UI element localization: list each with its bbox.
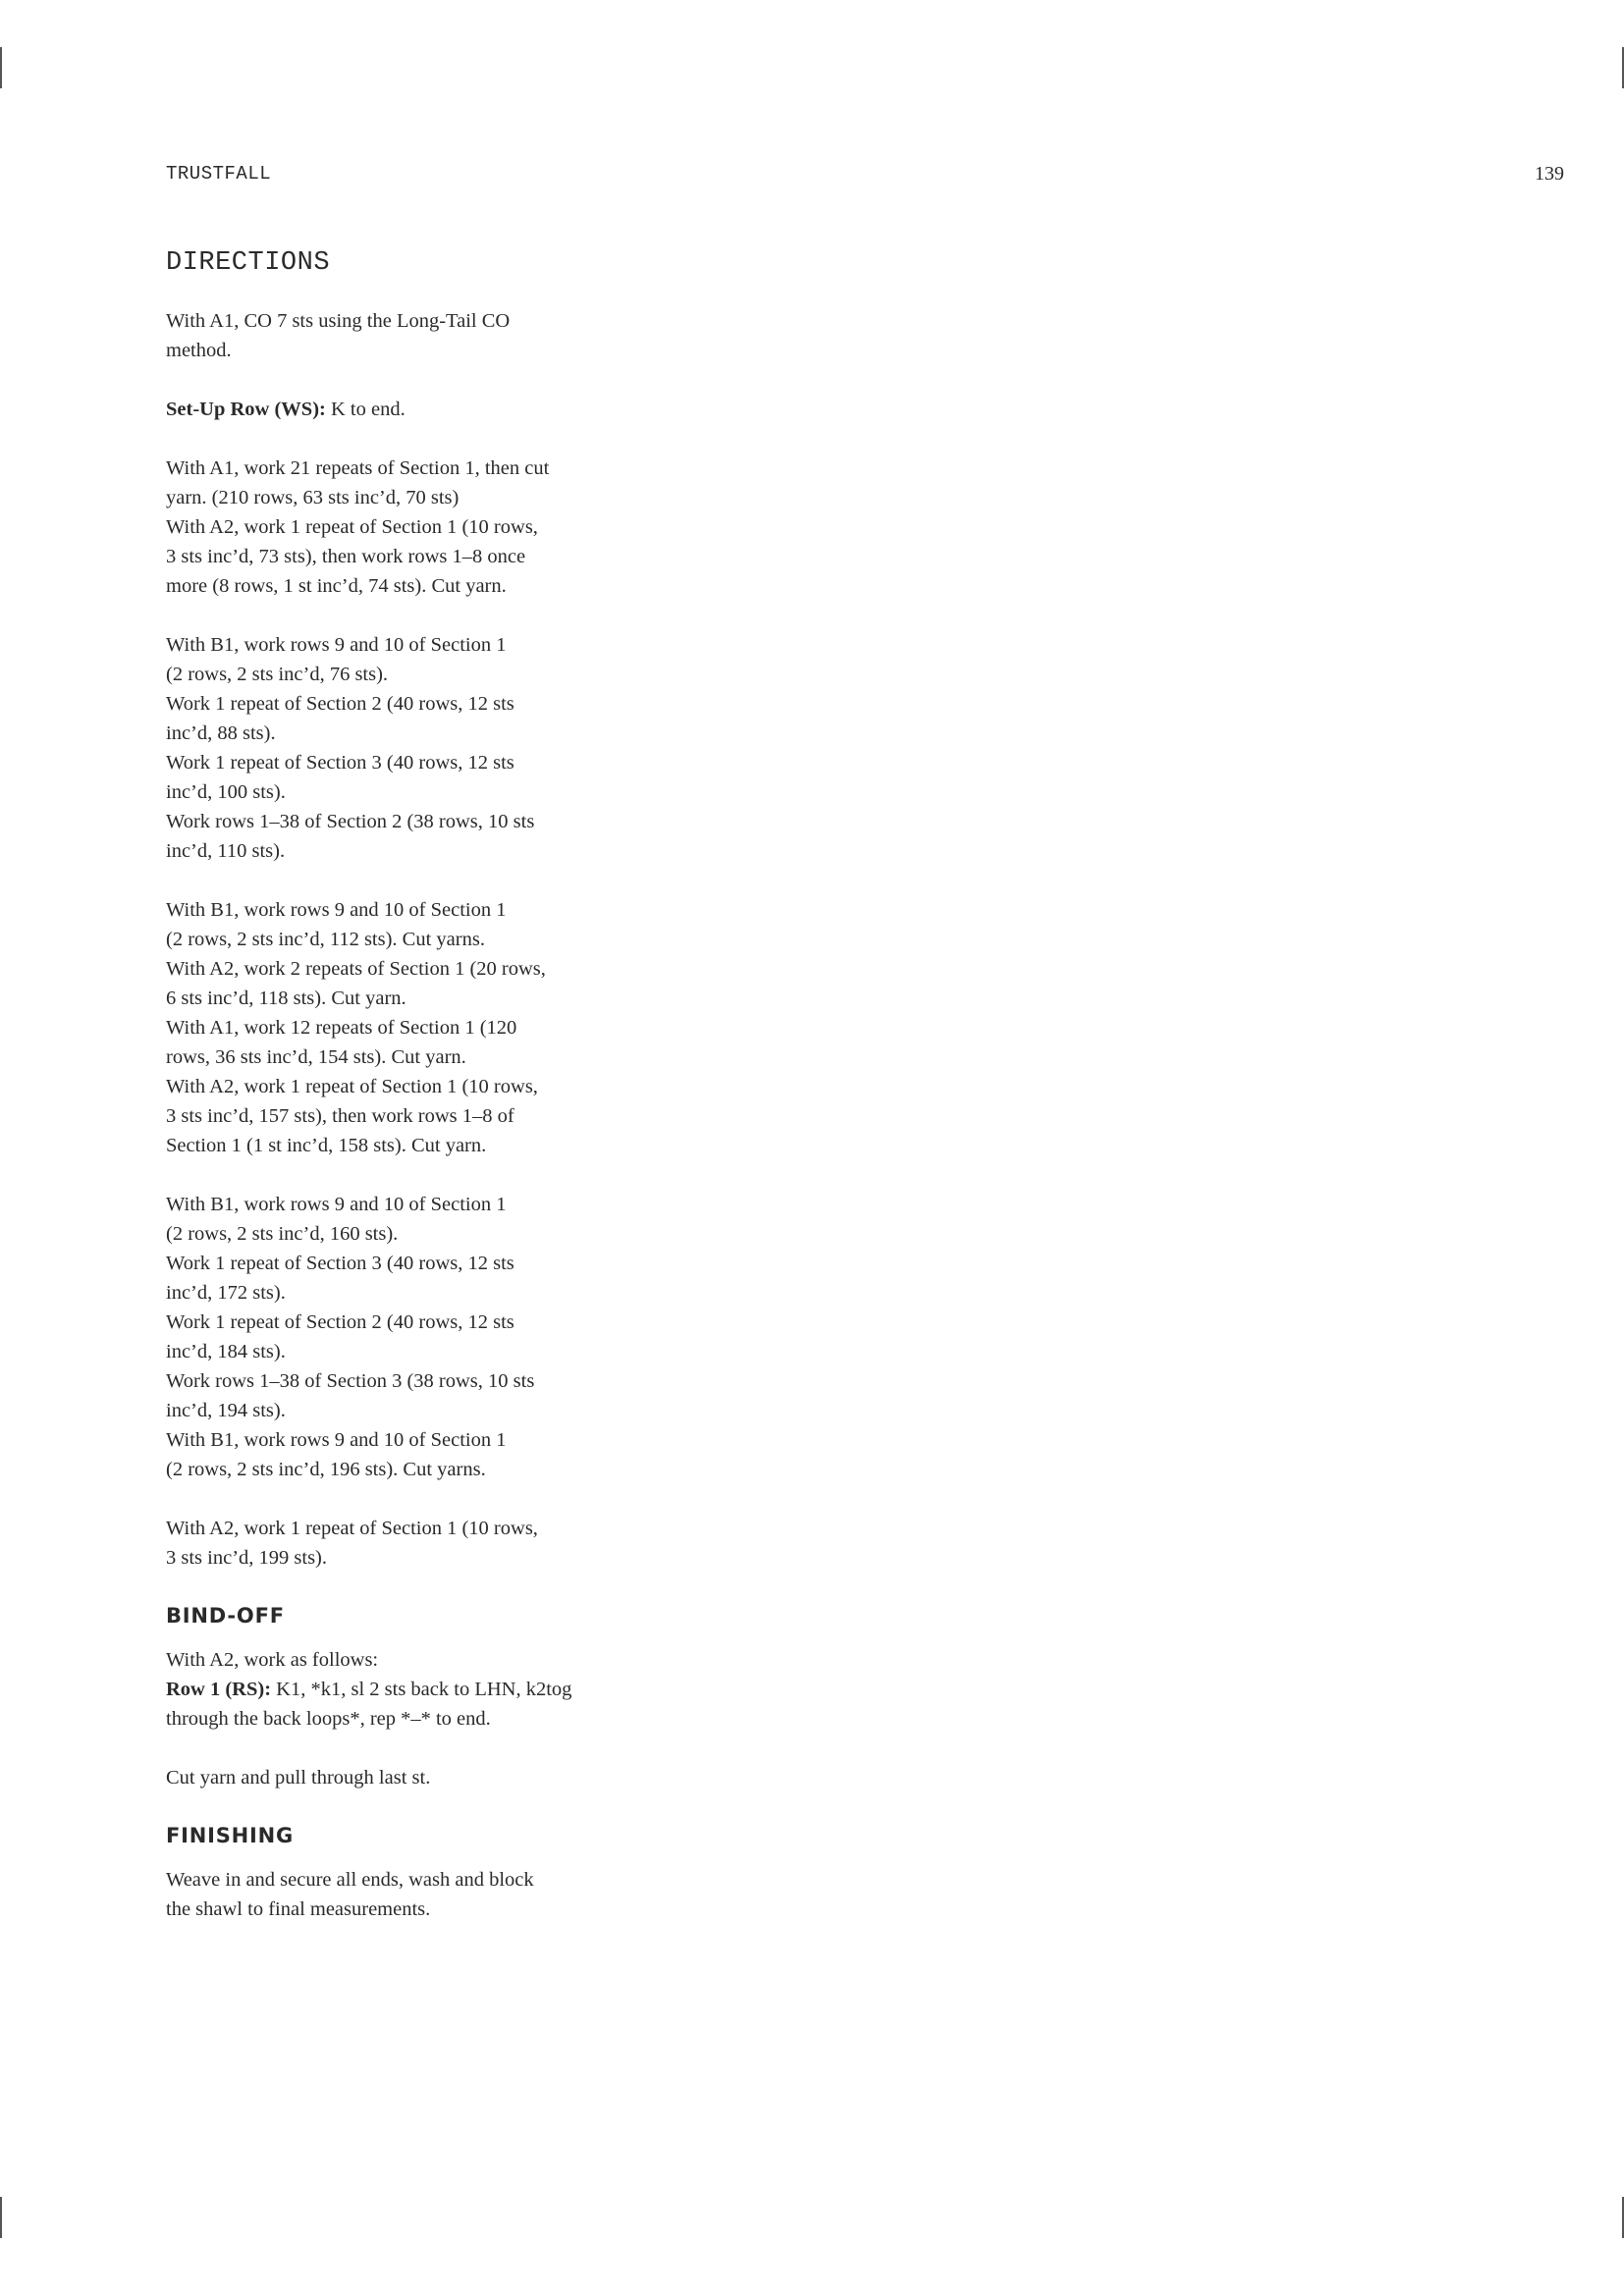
text-line: through the back loops*, rep *–* to end. (166, 1708, 491, 1730)
text-line: inc’d, 88 sts). (166, 722, 276, 744)
text-line: With B1, work rows 9 and 10 of Section 1 (166, 1194, 507, 1215)
text-line: (2 rows, 2 sts inc’d, 160 sts). (166, 1223, 399, 1245)
text-column (166, 245, 637, 1953)
text-line: Section 1 (1 st inc’d, 158 sts). Cut yarn. (166, 1135, 487, 1156)
text-line: Work 1 repeat of Section 2 (40 rows, 12 sts (166, 1311, 514, 1333)
bind-off-row-label: Row 1 (RS): (166, 1679, 272, 1700)
text-line: inc’d, 100 sts). (166, 781, 286, 803)
bind-off-row-text: K1, *k1, sl 2 sts back to LHN, k2tog (271, 1679, 572, 1700)
text-line: inc’d, 194 sts). (166, 1400, 286, 1421)
text-line: With A1, work 12 repeats of Section 1 (120 (166, 1017, 517, 1039)
instructions-paragraph-4 (166, 1190, 637, 1484)
text-line: With A2, work 2 repeats of Section 1 (20 rows, (166, 958, 546, 980)
bind-off-closing: Cut yarn and pull through last st. (166, 1767, 431, 1789)
text-line: 3 sts inc’d, 157 sts), then work rows 1–8 of (166, 1105, 514, 1127)
text-line: 6 sts inc’d, 118 sts). Cut yarn. (166, 988, 406, 1009)
text-line: With A1, CO 7 sts using the Long-Tail CO (166, 310, 511, 332)
text-line: With B1, work rows 9 and 10 of Section 1 (166, 899, 507, 921)
page-number: 139 (1535, 163, 1564, 185)
text-line: With A2, work 1 repeat of Section 1 (10 rows, (166, 516, 538, 538)
crop-mark-top-left (0, 47, 2, 88)
text-line: inc’d, 172 sts). (166, 1282, 286, 1304)
text-line: inc’d, 110 sts). (166, 840, 286, 862)
bind-off-paragraph (166, 1645, 637, 1734)
text-line: With B1, work rows 9 and 10 of Section 1 (166, 1429, 507, 1451)
bind-off-title: BIND-OFF (166, 1604, 285, 1628)
text-line: (2 rows, 2 sts inc’d, 76 sts). (166, 664, 389, 685)
directions-title: DIRECTIONS (166, 248, 331, 278)
setup-row-text: K to end. (325, 399, 406, 420)
instructions-paragraph-5 (166, 1514, 637, 1573)
text-line: With B1, work rows 9 and 10 of Section 1 (166, 634, 507, 656)
bind-off-row-line (166, 1675, 637, 1704)
text-line: Work rows 1–38 of Section 3 (38 rows, 10 sts (166, 1370, 535, 1392)
text-line: (2 rows, 2 sts inc’d, 112 sts). Cut yarns. (166, 929, 485, 950)
instructions-paragraph-2 (166, 630, 637, 866)
instructions-paragraph-1 (166, 454, 637, 601)
text-line: Work rows 1–38 of Section 2 (38 rows, 10 sts (166, 811, 535, 832)
setup-row-label: Set-Up Row (WS): (166, 399, 326, 420)
text-line: (2 rows, 2 sts inc’d, 196 sts). Cut yarns. (166, 1459, 486, 1480)
text-line: With A2, work 1 repeat of Section 1 (10 rows, (166, 1518, 538, 1539)
crop-mark-bottom-left (0, 2197, 2, 2238)
setup-row-paragraph (166, 395, 637, 424)
cast-on-paragraph (166, 306, 637, 365)
finishing-paragraph (166, 1865, 637, 1924)
text-line: With A1, work 21 repeats of Section 1, then cut (166, 457, 550, 479)
text-line: the shawl to final measurements. (166, 1898, 431, 1920)
text-line: With A2, work 1 repeat of Section 1 (10 rows, (166, 1076, 538, 1097)
text-line: 3 sts inc’d, 73 sts), then work rows 1–8 once (166, 546, 526, 567)
instructions-paragraph-3 (166, 895, 637, 1160)
text-line: Weave in and secure all ends, wash and block (166, 1869, 534, 1891)
text-line: yarn. (210 rows, 63 sts inc’d, 70 sts) (166, 487, 460, 508)
text-line: method. (166, 340, 232, 361)
text-line: With A2, work as follows: (166, 1649, 379, 1671)
running-title: TRUSTFALL (166, 163, 272, 185)
finishing-title: FINISHING (166, 1824, 295, 1847)
text-line: Work 1 repeat of Section 2 (40 rows, 12 sts (166, 693, 514, 715)
text-line: rows, 36 sts inc’d, 154 sts). Cut yarn. (166, 1046, 466, 1068)
text-line: Work 1 repeat of Section 3 (40 rows, 12 sts (166, 752, 514, 774)
text-line: more (8 rows, 1 st inc’d, 74 sts). Cut yarn. (166, 575, 507, 597)
text-line: inc’d, 184 sts). (166, 1341, 286, 1362)
text-line: 3 sts inc’d, 199 sts). (166, 1547, 327, 1569)
text-line: Work 1 repeat of Section 3 (40 rows, 12 sts (166, 1253, 514, 1274)
